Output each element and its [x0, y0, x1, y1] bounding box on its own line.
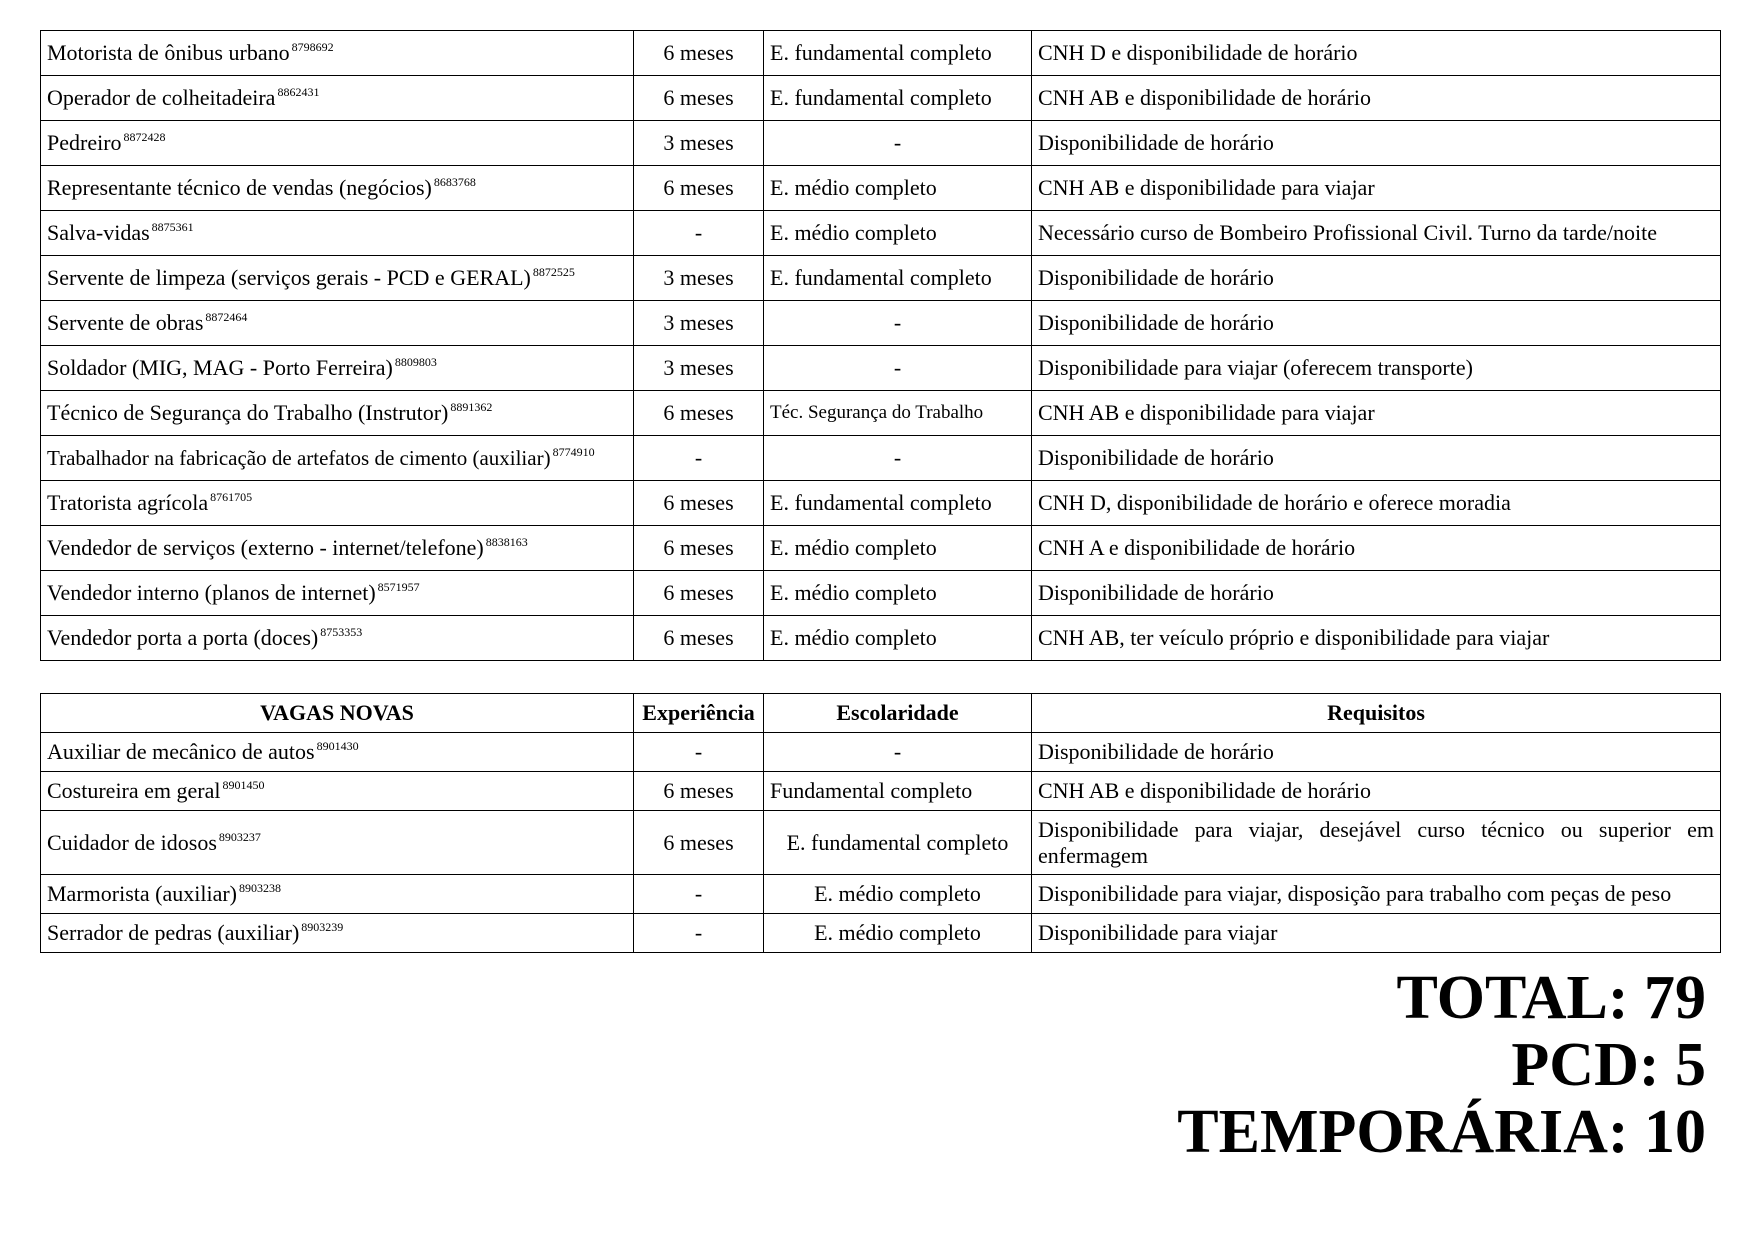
experience-cell: -	[634, 875, 764, 914]
column-header-title: VAGAS NOVAS	[41, 694, 634, 733]
requirements-cell: Disponibilidade para viajar	[1032, 914, 1721, 953]
temporary-count: TEMPORÁRIA: 10	[1177, 1098, 1706, 1166]
job-code: 8872428	[123, 130, 166, 144]
column-header-requirements: Requisitos	[1032, 694, 1721, 733]
table-row	[41, 811, 1721, 875]
job-title-cell	[41, 211, 634, 256]
table-row	[41, 31, 1721, 76]
requirements-cell: CNH AB e disponibilidade de horário	[1032, 76, 1721, 121]
job-title-cell	[41, 31, 634, 76]
requirements-cell: CNH AB e disponibilidade para viajar	[1032, 166, 1721, 211]
job-title-cell	[41, 256, 634, 301]
table-row	[41, 616, 1721, 661]
requirements-cell: Disponibilidade de horário	[1032, 256, 1721, 301]
job-title: Vendedor porta a porta (doces)	[47, 625, 319, 650]
job-code: 8774910	[552, 445, 595, 459]
table-row	[41, 772, 1721, 811]
job-title: Marmorista (auxiliar)	[47, 881, 237, 906]
experience-cell: 6 meses	[634, 481, 764, 526]
job-title: Costureira em geral	[47, 778, 221, 803]
experience-cell: 6 meses	[634, 391, 764, 436]
table-row	[41, 571, 1721, 616]
education-cell: Fundamental completo	[764, 772, 1032, 811]
requirements-cell: CNH AB, ter veículo próprio e disponibilidade para viajar	[1032, 616, 1721, 661]
requirements-cell: CNH A e disponibilidade de horário	[1032, 526, 1721, 571]
job-title-cell	[41, 526, 634, 571]
education-cell: E. médio completo	[764, 571, 1032, 616]
job-listings-table	[40, 30, 1721, 661]
job-title: Pedreiro	[47, 130, 122, 155]
education-cell: E. médio completo	[764, 526, 1032, 571]
education-cell: E. médio completo	[764, 211, 1032, 256]
job-title-cell	[41, 166, 634, 211]
education-cell: -	[764, 436, 1032, 481]
job-title-cell	[41, 301, 634, 346]
experience-cell: 6 meses	[634, 772, 764, 811]
job-title-cell	[41, 811, 634, 875]
job-title-cell	[41, 391, 634, 436]
requirements-cell: Disponibilidade de horário	[1032, 436, 1721, 481]
job-code: 8809803	[394, 355, 437, 369]
job-code: 8862431	[277, 85, 320, 99]
job-code: 8798692	[291, 40, 334, 54]
job-title: Soldador (MIG, MAG - Porto Ferreira)	[47, 355, 393, 380]
job-title-cell	[41, 914, 634, 953]
job-title: Auxiliar de mecânico de autos	[47, 739, 315, 764]
job-title-cell	[41, 436, 634, 481]
table-row	[41, 733, 1721, 772]
experience-cell: 6 meses	[634, 166, 764, 211]
totals-summary	[1177, 965, 1706, 1166]
job-title: Serrador de pedras (auxiliar)	[47, 920, 300, 945]
experience-cell: -	[634, 211, 764, 256]
requirements-cell: Disponibilidade para viajar, desejável curso técnico ou superior em enfermagem	[1032, 811, 1721, 875]
table-row	[41, 211, 1721, 256]
job-code: 8761705	[210, 490, 253, 504]
requirements-cell: Necessário curso de Bombeiro Profissional Civil. Turno da tarde/noite	[1032, 211, 1721, 256]
job-code: 8571957	[377, 580, 420, 594]
job-code: 8891362	[450, 400, 493, 414]
job-title: Motorista de ônibus urbano	[47, 40, 290, 65]
table-row	[41, 436, 1721, 481]
job-code: 8901430	[316, 739, 359, 753]
education-cell: E. médio completo	[764, 166, 1032, 211]
table-row	[41, 875, 1721, 914]
requirements-cell: Disponibilidade para viajar (oferecem transporte)	[1032, 346, 1721, 391]
table-row	[41, 121, 1721, 166]
experience-cell: 6 meses	[634, 31, 764, 76]
education-cell: Téc. Segurança do Trabalho	[764, 391, 1032, 436]
new-vacancies-table	[40, 693, 1721, 953]
table-header-row	[41, 694, 1721, 733]
education-cell: E. fundamental completo	[764, 256, 1032, 301]
total-count: TOTAL: 79	[1396, 964, 1706, 1032]
education-cell: E. médio completo	[764, 914, 1032, 953]
table-row	[41, 526, 1721, 571]
experience-cell: 6 meses	[634, 76, 764, 121]
table-row	[41, 256, 1721, 301]
job-title: Servente de limpeza (serviços gerais - PCD e GERAL)	[47, 265, 531, 290]
job-code: 8901450	[222, 778, 265, 792]
job-title: Trabalhador na fabricação de artefatos de cimento (auxiliar)	[47, 446, 551, 470]
table-row	[41, 914, 1721, 953]
column-header-education: Escolaridade	[764, 694, 1032, 733]
education-cell: -	[764, 346, 1032, 391]
experience-cell: 3 meses	[634, 121, 764, 166]
job-code: 8903237	[218, 829, 261, 844]
job-title-cell	[41, 76, 634, 121]
education-cell: -	[764, 301, 1032, 346]
experience-cell: 3 meses	[634, 346, 764, 391]
job-title-cell	[41, 733, 634, 772]
job-title: Salva-vidas	[47, 220, 150, 245]
requirements-cell: CNH D e disponibilidade de horário	[1032, 31, 1721, 76]
job-title: Vendedor de serviços (externo - internet/telefone)	[47, 535, 484, 560]
job-title: Operador de colheitadeira	[47, 85, 276, 110]
education-cell: E. médio completo	[764, 616, 1032, 661]
education-cell: E. fundamental completo	[764, 31, 1032, 76]
experience-cell: -	[634, 733, 764, 772]
table-row	[41, 166, 1721, 211]
job-title: Vendedor interno (planos de internet)	[47, 580, 376, 605]
requirements-cell: Disponibilidade de horário	[1032, 571, 1721, 616]
job-title-cell	[41, 616, 634, 661]
experience-cell: 6 meses	[634, 811, 764, 875]
job-code: 8753353	[320, 625, 363, 639]
job-title-cell	[41, 571, 634, 616]
education-cell: -	[764, 733, 1032, 772]
job-title-cell	[41, 481, 634, 526]
job-code: 8872525	[532, 265, 575, 279]
table-row	[41, 391, 1721, 436]
table-row	[41, 481, 1721, 526]
requirements-cell: Disponibilidade de horário	[1032, 733, 1721, 772]
experience-cell: -	[634, 436, 764, 481]
job-code: 8838163	[485, 535, 528, 549]
experience-cell: 6 meses	[634, 616, 764, 661]
job-title: Tratorista agrícola	[47, 490, 209, 515]
job-title: Cuidador de idosos	[47, 829, 217, 855]
column-header-experience: Experiência	[634, 694, 764, 733]
education-cell: E. fundamental completo	[764, 811, 1032, 875]
requirements-cell: CNH AB e disponibilidade de horário	[1032, 772, 1721, 811]
job-title: Técnico de Segurança do Trabalho (Instrutor)	[47, 400, 449, 425]
experience-cell: -	[634, 914, 764, 953]
table-row	[41, 76, 1721, 121]
requirements-cell: Disponibilidade de horário	[1032, 301, 1721, 346]
job-code: 8872464	[205, 310, 248, 324]
requirements-cell: CNH D, disponibilidade de horário e oferece moradia	[1032, 481, 1721, 526]
job-title-cell	[41, 875, 634, 914]
experience-cell: 6 meses	[634, 526, 764, 571]
education-cell: E. fundamental completo	[764, 481, 1032, 526]
job-title-cell	[41, 772, 634, 811]
requirements-cell: CNH AB e disponibilidade para viajar	[1032, 391, 1721, 436]
job-title: Representante técnico de vendas (negócios)	[47, 175, 432, 200]
job-code: 8875361	[151, 220, 194, 234]
requirements-cell: Disponibilidade para viajar, disposição para trabalho com peças de peso	[1032, 875, 1721, 914]
job-title-cell	[41, 346, 634, 391]
pcd-count: PCD: 5	[1511, 1031, 1706, 1099]
education-cell: E. fundamental completo	[764, 76, 1032, 121]
job-code: 8903239	[301, 920, 344, 934]
table-row	[41, 301, 1721, 346]
job-title-cell	[41, 121, 634, 166]
education-cell: -	[764, 121, 1032, 166]
experience-cell: 3 meses	[634, 301, 764, 346]
experience-cell: 6 meses	[634, 571, 764, 616]
job-title: Servente de obras	[47, 310, 204, 335]
job-code: 8903238	[239, 881, 281, 895]
table-row	[41, 346, 1721, 391]
requirements-cell: Disponibilidade de horário	[1032, 121, 1721, 166]
job-code: 8683768	[433, 175, 476, 189]
education-cell: E. médio completo	[764, 875, 1032, 914]
experience-cell: 3 meses	[634, 256, 764, 301]
